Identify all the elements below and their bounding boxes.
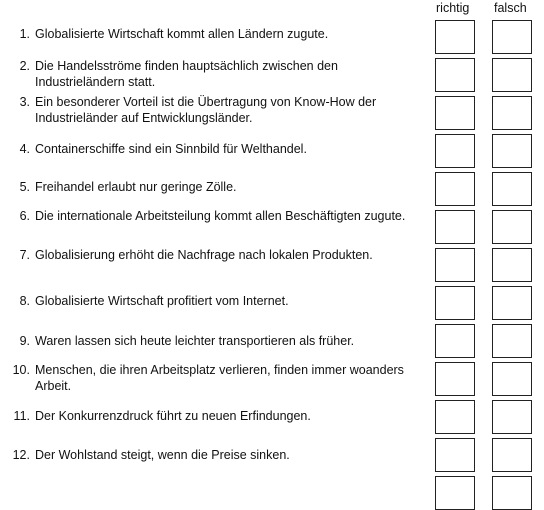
checkbox-falsch-3[interactable] — [492, 96, 532, 130]
checkbox-falsch-8[interactable] — [492, 286, 532, 320]
statement-number: 1. — [19, 27, 30, 41]
statement-row-3 — [0, 94, 544, 132]
statement-number: 9. — [19, 334, 30, 348]
statement-text: Die Handelsströme finden hauptsächlich zwischen den Industrieländern statt. — [35, 59, 338, 89]
statement-number: 4. — [19, 142, 30, 156]
statement-text: Globalisierte Wirtschaft profitiert vom Internet. — [35, 294, 289, 308]
checkbox-falsch-7[interactable] — [492, 248, 532, 282]
checkbox-falsch-2[interactable] — [492, 58, 532, 92]
checkbox-falsch-1[interactable] — [492, 20, 532, 54]
statement-number: 6. — [19, 209, 30, 223]
checkbox-falsch-11[interactable] — [492, 400, 532, 434]
column-header-falsch: falsch — [494, 1, 527, 15]
checkbox-richtig-3[interactable] — [435, 96, 475, 130]
checkbox-falsch-next[interactable] — [492, 476, 532, 510]
statement-text: Ein besonderer Vorteil ist die Übertragung von Know-How der Industrieländer auf Entwicklungsländer. — [35, 95, 377, 125]
statement-number: 7. — [19, 248, 30, 262]
statement-text: Der Wohlstand steigt, wenn die Preise sinken. — [35, 448, 290, 462]
statement-number: 10. — [12, 363, 30, 377]
checkbox-richtig-11[interactable] — [435, 400, 475, 434]
statement-text: Menschen, die ihren Arbeitsplatz verlieren, finden immer woanders Arbeit. — [35, 363, 404, 393]
checkbox-richtig-8[interactable] — [435, 286, 475, 320]
checkbox-richtig-4[interactable] — [435, 134, 475, 168]
statement-text: Der Konkurrenzdruck führt zu neuen Erfindungen. — [35, 409, 311, 423]
statement-row-12 — [0, 436, 544, 474]
checkbox-richtig-5[interactable] — [435, 172, 475, 206]
statement-row-10 — [0, 360, 544, 398]
statement-number: 8. — [19, 294, 30, 308]
statement-text: Die internationale Arbeitsteilung kommt allen Beschäftigten zugute. — [35, 209, 406, 223]
checkbox-falsch-5[interactable] — [492, 172, 532, 206]
checkbox-richtig-2[interactable] — [435, 58, 475, 92]
statement-row-8 — [0, 284, 544, 322]
statement-text: Containerschiffe sind ein Sinnbild für Welthandel. — [35, 142, 307, 156]
statement-row-4 — [0, 132, 544, 170]
statement-row-7 — [0, 246, 544, 284]
statement-text: Freihandel erlaubt nur geringe Zölle. — [35, 180, 237, 194]
statement-text: Globalisierte Wirtschaft kommt allen Ländern zugute. — [35, 27, 329, 41]
statement-row-6 — [0, 208, 544, 246]
statement-text: Globalisierung erhöht die Nachfrage nach lokalen Produkten. — [35, 248, 373, 262]
statement-row-2 — [0, 56, 544, 94]
checkbox-richtig-7[interactable] — [435, 248, 475, 282]
checkbox-richtig-10[interactable] — [435, 362, 475, 396]
checkbox-richtig-6[interactable] — [435, 210, 475, 244]
checkbox-richtig-next[interactable] — [435, 476, 475, 510]
statement-row-1 — [0, 18, 544, 56]
statement-number: 3. — [19, 95, 30, 109]
checkbox-richtig-1[interactable] — [435, 20, 475, 54]
statement-number: 2. — [19, 59, 30, 73]
statement-number: 12. — [12, 448, 30, 462]
column-header-richtig: richtig — [436, 1, 470, 15]
checkbox-richtig-9[interactable] — [435, 324, 475, 358]
statement-number: 11. — [13, 409, 30, 423]
checkbox-falsch-4[interactable] — [492, 134, 532, 168]
checkbox-falsch-9[interactable] — [492, 324, 532, 358]
checkbox-falsch-6[interactable] — [492, 210, 532, 244]
checkbox-falsch-12[interactable] — [492, 438, 532, 472]
statement-row-9 — [0, 322, 544, 360]
statement-number: 5. — [19, 180, 30, 194]
statement-row-11 — [0, 398, 544, 436]
checkbox-richtig-12[interactable] — [435, 438, 475, 472]
statement-row-5 — [0, 170, 544, 208]
statement-text: Waren lassen sich heute leichter transportieren als früher. — [35, 334, 355, 348]
checkbox-falsch-10[interactable] — [492, 362, 532, 396]
